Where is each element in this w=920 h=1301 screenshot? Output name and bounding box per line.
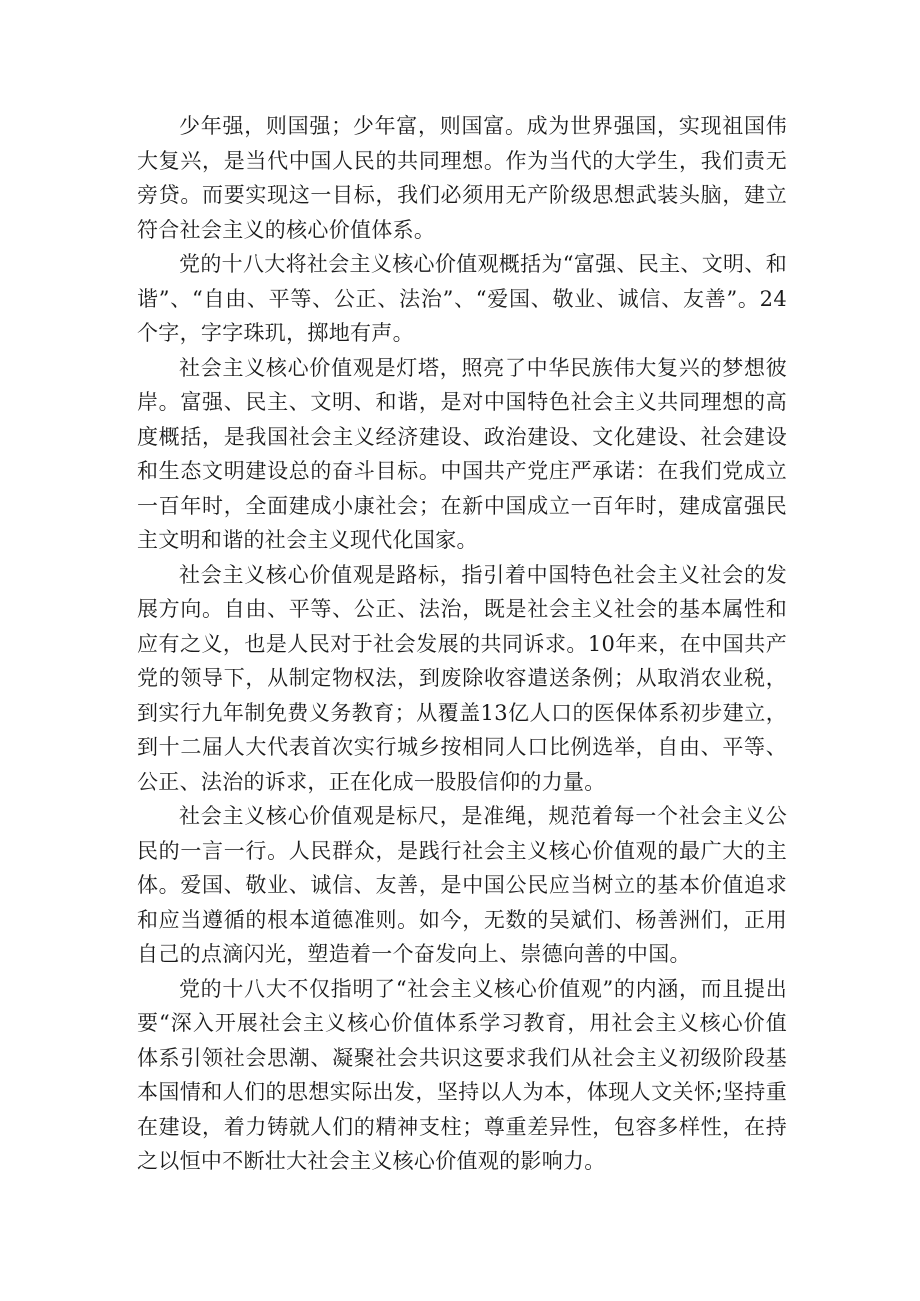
paragraph-signpost: 社会主义核心价值观是路标，指引着中国特色社会主义社会的发展方向。自由、平等、公正、法治，既是社会主义社会的基本属性和应有之义，也是人民对于社会发展的共同诉求。10年来，在中国共产党的领导下，从制定物权法，到废除收容遣送条例；从取消农业税，到实行九年制免费义务教育；从覆盖13亿人口的医保体系初步建立，到十二届人大代表首次实行城乡按相同人口比例选举，自由、平等、公正、法治的诉求，正在化成一股股信仰的力量。	[137, 562, 787, 794]
paragraph-core-values-summary: 党的十八大将社会主义核心价值观概括为“富强、民主、文明、和谐”、“自由、平等、公正、法治”、“爱国、敬业、诚信、友善”。24个字，字字珠玑，掷地有声。	[137, 252, 787, 345]
paragraph-eighteenth-congress: 党的十八大不仅指明了“社会主义核心价值观”的内涵，而且提出要“深入开展社会主义核心价值体系学习教育，用社会主义核心价值体系引领社会思潮、凝聚社会共识这要求我们从社会主义初级阶段基本国情和人们的思想实际出发，坚持以人为本，体现人文关怀;坚持重在建设，着力铸就人们的精神支柱；尊重差异性，包容多样性，在持之以恒中不断壮大社会主义核心价值观的影响力。	[137, 976, 787, 1173]
document-body	[137, 109, 787, 1179]
paragraph-youth-strength: 少年强，则国强；少年富，则国富。成为世界强国，实现祖国伟大复兴，是当代中国人民的共同理想。作为当代的大学生，我们责无旁贷。而要实现这一目标，我们必须用无产阶级思想武装头脑，建立符合社会主义的核心价值体系。	[137, 114, 787, 242]
paragraph-lighthouse: 社会主义核心价值观是灯塔，照亮了中华民族伟大复兴的梦想彼岸。富强、民主、文明、和谐，是对中国特色社会主义共同理想的高度概括，是我国社会主义经济建设、政治建设、文化建设、社会建设和生态文明建设总的奋斗目标。中国共产党庄严承诺：在我们党成立一百年时，全面建成小康社会；在新中国成立一百年时，建成富强民主文明和谐的社会主义现代化国家。	[137, 355, 787, 552]
paragraph-yardstick: 社会主义核心价值观是标尺，是准绳，规范着每一个社会主义公民的一言一行。人民群众，是践行社会主义核心价值观的最广大的主体。爱国、敬业、诚信、友善，是中国公民应当树立的基本价值追求和应当遵循的根本道德准则。如今，无数的吴斌们、杨善洲们，正用自己的点滴闪光，塑造着一个奋发向上、崇德向善的中国。	[137, 804, 787, 966]
